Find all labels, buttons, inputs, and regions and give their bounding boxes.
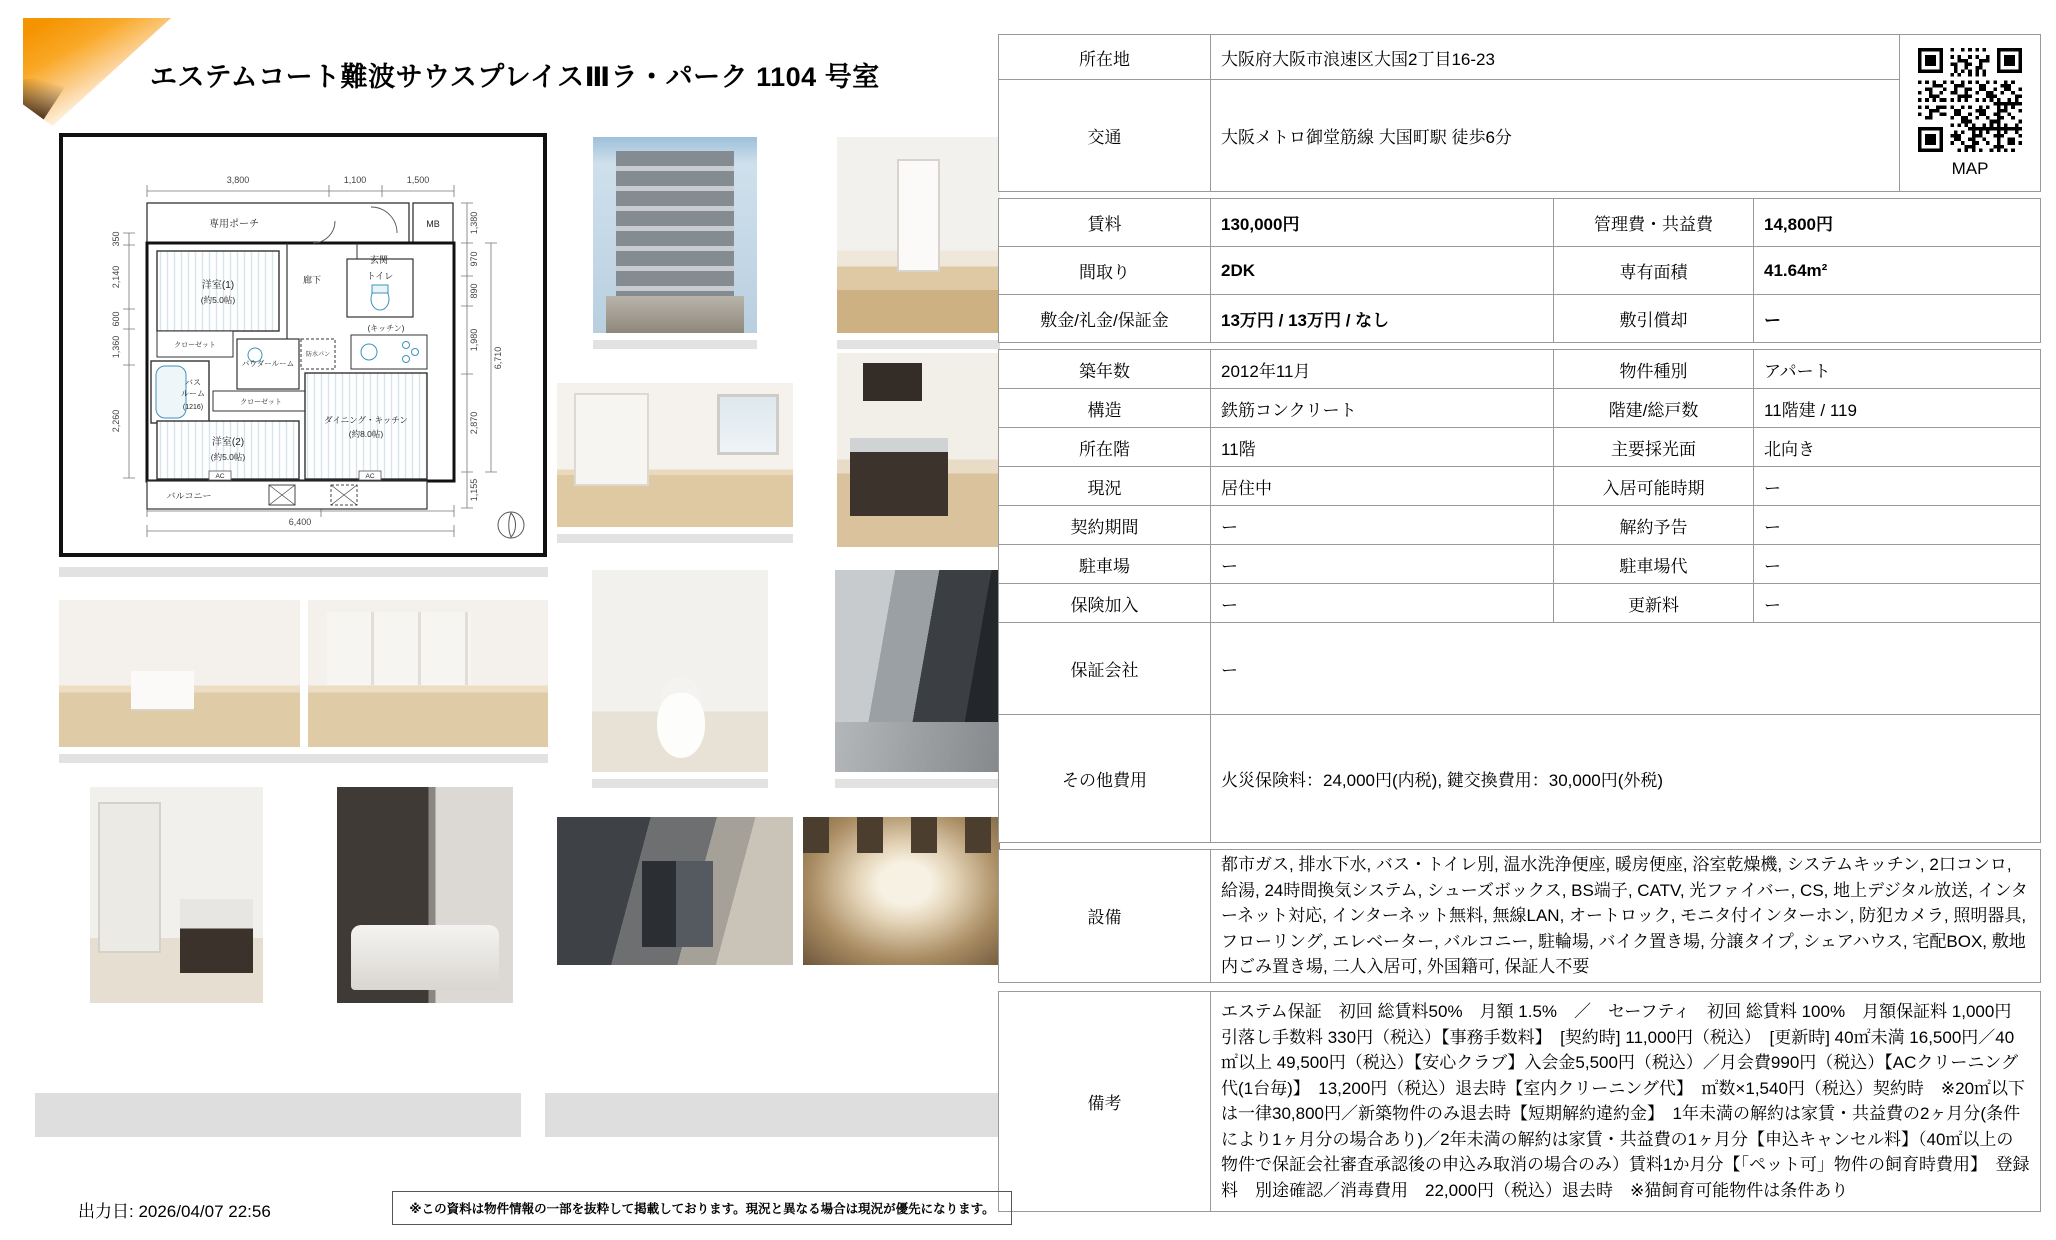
dim-label: 6,710 (493, 346, 503, 370)
room-label-entrance: 玄関 (369, 255, 389, 265)
deposit-label: 敷金/礼金/保証金 (999, 295, 1211, 343)
qr-code[interactable] (1918, 48, 2022, 152)
remarks-label: 備考 (999, 991, 1211, 1211)
dim-label: 1,380 (469, 211, 479, 235)
row-label: 現況 (999, 467, 1211, 506)
row-value: 2012年11月 (1211, 350, 1554, 389)
room-label-kitchen: (キッチン) (367, 324, 405, 333)
photo-balcony (835, 570, 1000, 772)
area-label: 専有面積 (1554, 247, 1754, 295)
row-value: ー (1754, 584, 2041, 623)
row-label: 駐車場 (999, 545, 1211, 584)
room-label-waterproof-pan: 防水パン (305, 352, 331, 358)
row-value: 北向き (1754, 428, 2041, 467)
photo-living-dining-2 (308, 600, 548, 747)
row-label: 築年数 (999, 350, 1211, 389)
dim-label: 2,870 (469, 411, 479, 435)
row-value: 居住中 (1211, 467, 1554, 506)
dim-label: 1,980 (469, 328, 479, 352)
row-value: ー (1754, 506, 2041, 545)
row-label: 主要採光面 (1554, 428, 1754, 467)
row-value: ー (1754, 545, 2041, 584)
table-section-rent (998, 198, 2041, 343)
deposit-value: 13万円 / 13万円 / なし (1211, 295, 1554, 343)
dim-label: 600 (111, 311, 121, 327)
page-title: エステムコート難波サウスプレイスⅢラ・パーク 1104 号室 (150, 62, 880, 92)
map-qr-cell (1900, 35, 2041, 192)
table-section-remarks (998, 991, 2041, 1212)
dim-label: 1,500 (406, 175, 430, 185)
room-size-western1: (約5.0帖) (200, 295, 236, 305)
row-value: ー (1754, 467, 2041, 506)
dim-label: 2,260 (111, 409, 121, 433)
row-label: 所在階 (999, 428, 1211, 467)
photo-edge-strip (59, 567, 548, 577)
row-value: 鉄筋コンクリート (1211, 389, 1554, 428)
row-label: 更新料 (1554, 584, 1754, 623)
photo-edge-strip (837, 340, 1000, 349)
company-logo (23, 18, 171, 126)
photo-bathroom (337, 787, 513, 1003)
room-label-closet-upper: クローゼット (174, 342, 216, 349)
room-label-porch: 専用ポーチ (209, 219, 259, 230)
photo-washroom (90, 787, 263, 1003)
room-label-toilet: トイレ (366, 271, 394, 281)
table-section-equipment (998, 849, 2041, 983)
floorplan-image (59, 133, 547, 557)
row-value: ー (1211, 545, 1554, 584)
equipment-label: 設備 (999, 850, 1211, 983)
row-value: ー (1211, 584, 1554, 623)
disclaimer-box: ※この資料は物件情報の一部を抜粋して掲載しております。現況と異なる場合は現況が優先になります。 (392, 1191, 1012, 1225)
rent-label: 賃料 (999, 199, 1211, 247)
other-fees-label: その他費用 (999, 715, 1211, 843)
layout-value: 2DK (1211, 247, 1554, 295)
table-section-location (998, 34, 2041, 192)
dim-label: 3,800 (226, 175, 250, 185)
photo-edge-strip (35, 1093, 521, 1137)
photo-building-entrance (557, 817, 793, 965)
room-label-mb: MB (426, 219, 440, 229)
row-label: 構造 (999, 389, 1211, 428)
room-size-bath: (1216) (182, 404, 204, 411)
photo-edge-strip (59, 754, 548, 763)
row-label: 解約予告 (1554, 506, 1754, 545)
other-fees-value: 火災保険料：24,000円(内税), 鍵交換費用：30,000円(外税) (1211, 715, 2041, 843)
layout-label: 間取り (999, 247, 1211, 295)
room-size-dk: (約8.0帖) (348, 429, 384, 439)
photo-entrance-hallway (837, 137, 1000, 333)
photo-western-room (557, 383, 793, 527)
room-label-closet-lower: クローゼット (240, 399, 282, 406)
dim-label: 1,100 (343, 175, 367, 185)
location-value: 大阪府大阪市浪速区大国2丁目16-23 (1211, 35, 1900, 80)
remarks-value: エステム保証 初回 総賃料50% 月額 1.5% ／ セーフティ 初回 総賃料 100% 月額保証料 1,000円 引落し手数料 330円（税込）【事務手数料】 [契約時] 11,000円（税込） [更新時] 40㎡未満 16,500円／40㎡以上 49,500円（税込）【安心クラブ】入会金5,500円（税込）／月会費990円（税込）【ACクリーニング代(1台毎)】 13,200円（税込）退去時【室内クリーニング代】 ㎡数×1,540円（税込）契約時 ※20㎡以下は一律30,800円／新築物件のみ退去時【短期解約違約金】 1年未満の解約は家賃・共益費の2ヶ月分(条件により1ヶ月分の場合あり)／2年未満の解約は家賃・共益費の1ヶ月分【申込キャンセル料】（40㎡以上の物件で保証会社審査承認後の申込み取消の場合のみ）賃料1か月分【「ペット可」物件の飼育時費用】 登録料 別途確認／消毒費用 22,000円（税込）退去時 ※猫飼育可能物件は条件あり (1211, 991, 2041, 1211)
row-label: 保険加入 (999, 584, 1211, 623)
floorplan-drawing (59, 133, 547, 557)
room-label-powder: パウダールーム (241, 359, 295, 368)
room-label-western2: 洋室(2) (211, 437, 245, 448)
room-label-corridor: 廊下 (302, 275, 322, 285)
dim-label: 1,360 (111, 335, 121, 359)
dim-label: 2,140 (111, 265, 121, 289)
photo-living-dining-1 (59, 600, 300, 747)
photo-edge-strip (557, 534, 793, 543)
photo-building-exterior (593, 137, 757, 333)
room-label-western1: 洋室(1) (201, 280, 235, 291)
guarantor-label: 保証会社 (999, 623, 1211, 715)
amortization-value: ー (1754, 295, 2041, 343)
photo-edge-strip (835, 779, 1000, 788)
row-label: 階建/総戸数 (1554, 389, 1754, 428)
property-table (998, 34, 2040, 1212)
room-label-bath2: ルーム (181, 389, 205, 398)
location-label: 所在地 (999, 35, 1211, 80)
amortization-label: 敷引償却 (1554, 295, 1754, 343)
table-section-details (998, 349, 2041, 843)
ac-unit-label: AC (215, 473, 225, 480)
row-value: アパート (1754, 350, 2041, 389)
row-value: 11階 (1211, 428, 1554, 467)
dim-label: 6,400 (288, 517, 312, 527)
transit-label: 交通 (999, 80, 1211, 192)
dim-label: 970 (469, 251, 479, 267)
room-label-balcony: バルコニー (166, 491, 212, 501)
management-fee-value: 14,800円 (1754, 199, 2041, 247)
transit-value: 大阪メトロ御堂筋線 大国町駅 徒歩6分 (1211, 80, 1900, 192)
row-label: 駐車場代 (1554, 545, 1754, 584)
photo-edge-strip (592, 779, 768, 788)
photo-edge-strip (545, 1093, 1035, 1137)
row-label: 物件種別 (1554, 350, 1754, 389)
photo-edge-strip (593, 340, 757, 349)
photo-kitchen (837, 353, 1000, 547)
room-size-western2: (約5.0帖) (210, 452, 246, 462)
row-value: ー (1211, 506, 1554, 545)
row-label: 契約期間 (999, 506, 1211, 545)
row-value: 11階建 / 119 (1754, 389, 2041, 428)
management-fee-label: 管理費・共益費 (1554, 199, 1754, 247)
photo-toilet (592, 570, 768, 772)
room-label-bath: バス (185, 378, 201, 387)
guarantor-value: ー (1211, 623, 2041, 715)
dim-label: 890 (469, 283, 479, 299)
area-value: 41.64m² (1754, 247, 2041, 295)
room-label-dk: ダイニング・キッチン (324, 415, 408, 425)
rent-value: 130,000円 (1211, 199, 1554, 247)
output-date: 出力日: 2026/04/07 22:56 (78, 1202, 271, 1221)
map-label: MAP (1951, 158, 1989, 178)
dim-label: 1,155 (469, 478, 479, 502)
photo-lobby (803, 817, 1000, 965)
ac-unit-label: AC (365, 473, 375, 480)
equipment-value: 都市ガス, 排水下水, バス・トイレ別, 温水洗浄便座, 暖房便座, 浴室乾燥機, システムキッチン, 2口コンロ, 給湯, 24時間換気システム, シューズボックス, BS端子, CATV, 光ファイバー, CS, 地上デジタル放送, インターネット対応, インターネット無料, 無線LAN, オートロック, モニタ付インターホン, 防犯カメラ, 照明器具, フローリング, エレベーター, バルコニー, 駐輪場, バイク置き場, 分譲タイプ, シェアハウス, 宅配BOX, 敷地内ごみ置き場, 二人入居可, 外国籍可, 保証人不要 (1211, 850, 2041, 983)
row-label: 入居可能時期 (1554, 467, 1754, 506)
dim-label: 350 (111, 231, 121, 247)
